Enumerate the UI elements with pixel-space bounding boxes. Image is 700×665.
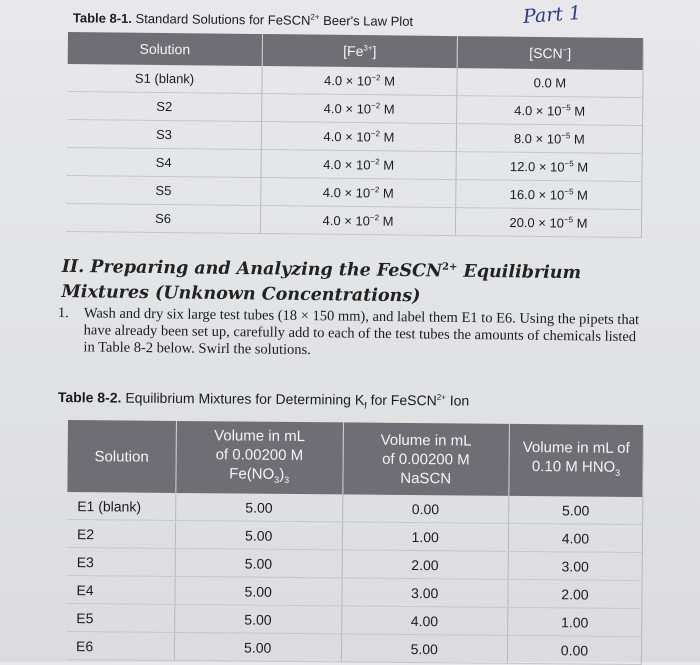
table2-caption: Table 8-2. Equilibrium Mixtures for Determining $K_f$ for FeSCN$^{2+}$ Ion [57, 389, 470, 411]
table1-caption-tail: Beer's Law Plot [323, 12, 414, 29]
table1-standard-solutions [66, 32, 644, 238]
table2-cell-scn: 1.00 [342, 522, 509, 551]
table1-cell-scn: $16.0 \times 10^{-5}$ M [456, 180, 642, 210]
table2-cell-hno3: 5.00 [509, 496, 643, 525]
table2-cell-solution: E5 [66, 603, 175, 632]
table2-header-fe: Volume in mL of 0.00200 M $Fe(NO_3)_3$ [176, 421, 343, 494]
table2-cell-fe: 5.00 [174, 632, 341, 661]
table2-cell-hno3: 4.00 [508, 523, 642, 552]
table2-cell-fe: 5.00 [175, 520, 342, 549]
table2-cell-solution: E6 [66, 631, 175, 660]
table1-cell-solution: S5 [66, 175, 261, 205]
table2-header-hno3: Volume in mL of 0.10 M $HNO_3$ [509, 424, 644, 497]
table1-cell-scn: $20.0 \times 10^{-5}$ M [455, 208, 641, 238]
instruction-step [57, 305, 648, 363]
table2-cell-scn: 0.00 [342, 494, 509, 523]
table2-cell-fe: 5.00 [175, 576, 342, 605]
step-text: Wash and dry six large test tubes (18 × 150 mm), and label them E1 to E6. Using the pipets that have already been set up, carefully add to each of the test tubes the amounts of chemicals listed in Table 8-2 below. Swirl the solutions. [83, 305, 640, 359]
table2-cell-fe: 5.00 [175, 604, 342, 633]
table2-cell-hno3: 1.00 [508, 607, 642, 636]
table2-cell-scn: 5.00 [341, 634, 508, 663]
table1-cell-solution: S4 [66, 147, 261, 177]
table1-cell-scn: $12.0 \times 10^{-5}$ M [456, 152, 642, 182]
table1-cell-solution: S2 [67, 91, 262, 121]
table1-cell-fe: $4.0 \times 10^{-2}$ M [262, 66, 457, 96]
table2-caption-label: Table 8-2. [57, 389, 122, 406]
table1-cell-fe: $4.0 \times 10^{-2}$ M [261, 122, 456, 152]
table1-cell-scn: $8.0 \times 10^{-5}$ M [456, 124, 642, 154]
table2-cell-scn: 2.00 [342, 550, 509, 579]
table2-cell-solution: E4 [66, 575, 175, 604]
table1-caption-charge: 2+ [310, 12, 320, 22]
table1-cell-solution: S1 (blank) [67, 64, 262, 94]
table1-cell-scn: $4.0 \times 10^{-5}$ M [456, 96, 642, 126]
table1-cell-solution: S6 [66, 203, 261, 233]
table1-header-solution: Solution [68, 32, 263, 66]
table2-cell-scn: 3.00 [341, 578, 508, 607]
table1-caption-label: Table 8-1. [72, 10, 133, 26]
table2-header-row [67, 420, 643, 497]
table2-cell-hno3: 0.00 [507, 635, 641, 664]
table1-row [66, 203, 642, 237]
table1-cell-fe: $4.0 \times 10^{-2}$ M [261, 150, 456, 180]
table2-cell-solution: E2 [67, 519, 176, 548]
table1-cell-solution: S3 [67, 119, 262, 149]
table1-caption [73, 10, 413, 29]
table1-header-scn: [SCN−] [457, 36, 643, 70]
table2-header-solution: Solution [67, 420, 176, 493]
table2-cell-solution: E1 (blank) [67, 492, 176, 520]
step-number: 1. [57, 305, 69, 322]
table2-cell-hno3: 2.00 [508, 579, 642, 608]
table2-header-scn: Volume in mL of 0.00200 M NaSCN [342, 422, 509, 495]
table2-equilibrium-mixtures [66, 420, 644, 665]
table2-cell-solution: E3 [67, 547, 176, 576]
table1-cell-fe: $4.0 \times 10^{-2}$ M [261, 206, 456, 236]
table1-header-fe: $[Fe^{3+}]$ [262, 34, 457, 68]
table2-cell-fe: 5.00 [175, 548, 342, 577]
table1-cell-fe: $4.0 \times 10^{-2}$ M [262, 94, 457, 124]
table1-caption-text: Standard Solutions for FeSCN [135, 10, 311, 28]
section-heading: II. Preparing and Analyzing the FeSCN$^{2+}$ Equilibrium Mixtures (Unknown Concentrations) [61, 256, 582, 307]
handwritten-note: Part 1 [522, 2, 582, 28]
table2-row [66, 631, 642, 664]
table2-cell-scn: 4.00 [341, 606, 508, 635]
table2-cell-fe: 5.00 [175, 493, 342, 522]
table2-cell-hno3: 3.00 [508, 551, 642, 580]
table1-cell-scn: 0.0 M [457, 68, 643, 97]
table1-cell-fe: $4.0 \times 10^{-2}$ M [261, 178, 456, 208]
